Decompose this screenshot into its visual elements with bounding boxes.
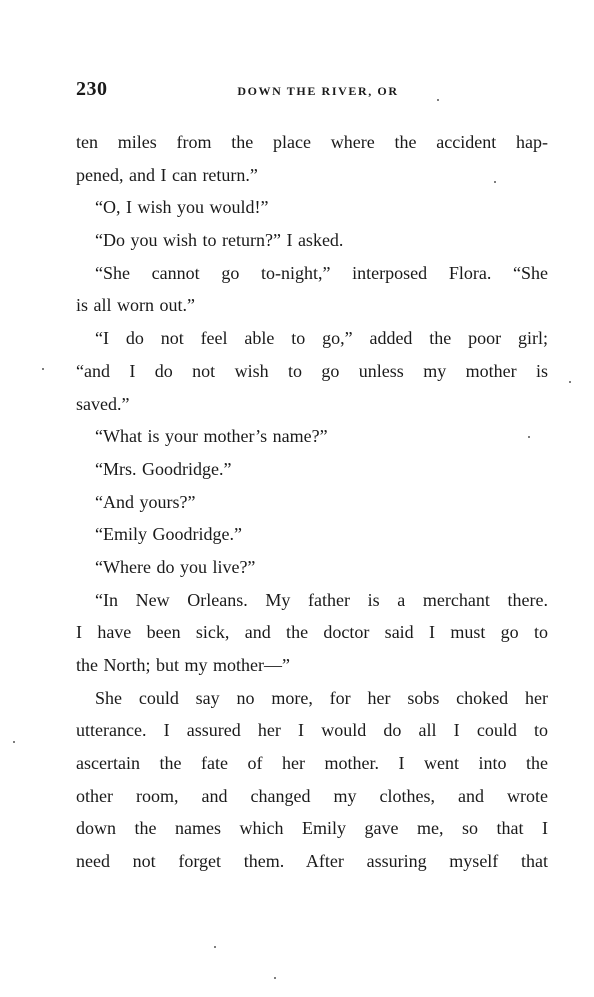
text-line: need not forget them. After assuring myself that	[76, 851, 548, 872]
paper-speck	[569, 381, 571, 383]
paper-speck	[13, 741, 15, 743]
text-line: ascertain the fate of her mother. I went into the	[76, 753, 548, 774]
text-line: ten miles from the place where the accident hap-	[76, 132, 548, 152]
running-head	[76, 78, 548, 106]
text-line: “Emily Goodridge.”	[95, 524, 242, 545]
text-line: “and I do not wish to go unless my mother is	[76, 360, 548, 381]
text-line: utterance. I assured her I would do all I could to	[76, 720, 548, 741]
running-title: DOWN THE RIVER, OR	[237, 84, 399, 98]
text-line: “Mrs. Goodridge.”	[95, 458, 232, 479]
text-line: I have been sick, and the doctor said I must go to	[76, 622, 548, 643]
text-line: “In New Orleans. My father is a merchant there.	[95, 589, 548, 610]
text-line: “Where do you live?”	[95, 556, 256, 577]
paper-speck	[437, 99, 439, 101]
text-line: “She cannot go to-night,” interposed Flora. “She	[95, 262, 548, 283]
text-line: “And yours?”	[95, 491, 196, 512]
text-line: down the names which Emily gave me, so that I	[76, 818, 548, 839]
paper-speck	[214, 946, 216, 948]
paper-speck	[494, 181, 496, 183]
paper-speck	[42, 368, 44, 370]
text-line: other room, and changed my clothes, and wrote	[76, 785, 548, 806]
text-line: “Do you wish to return?” I asked.	[95, 230, 344, 251]
text-line: pened, and I can return.”	[76, 164, 258, 185]
text-line: “What is your mother’s name?”	[95, 426, 328, 447]
text-line: the North; but my mother—”	[76, 655, 290, 675]
text-line: saved.”	[76, 393, 130, 414]
text-line: “O, I wish you would!”	[95, 197, 269, 218]
page-number: 230	[76, 78, 108, 100]
paper-speck	[274, 977, 276, 979]
text-line: She could say no more, for her sobs choked her	[95, 687, 548, 708]
text-line: “I do not feel able to go,” added the poor girl;	[95, 328, 548, 349]
paper-speck	[528, 436, 530, 438]
body-text	[76, 126, 548, 878]
text-line: is all worn out.”	[76, 295, 195, 316]
